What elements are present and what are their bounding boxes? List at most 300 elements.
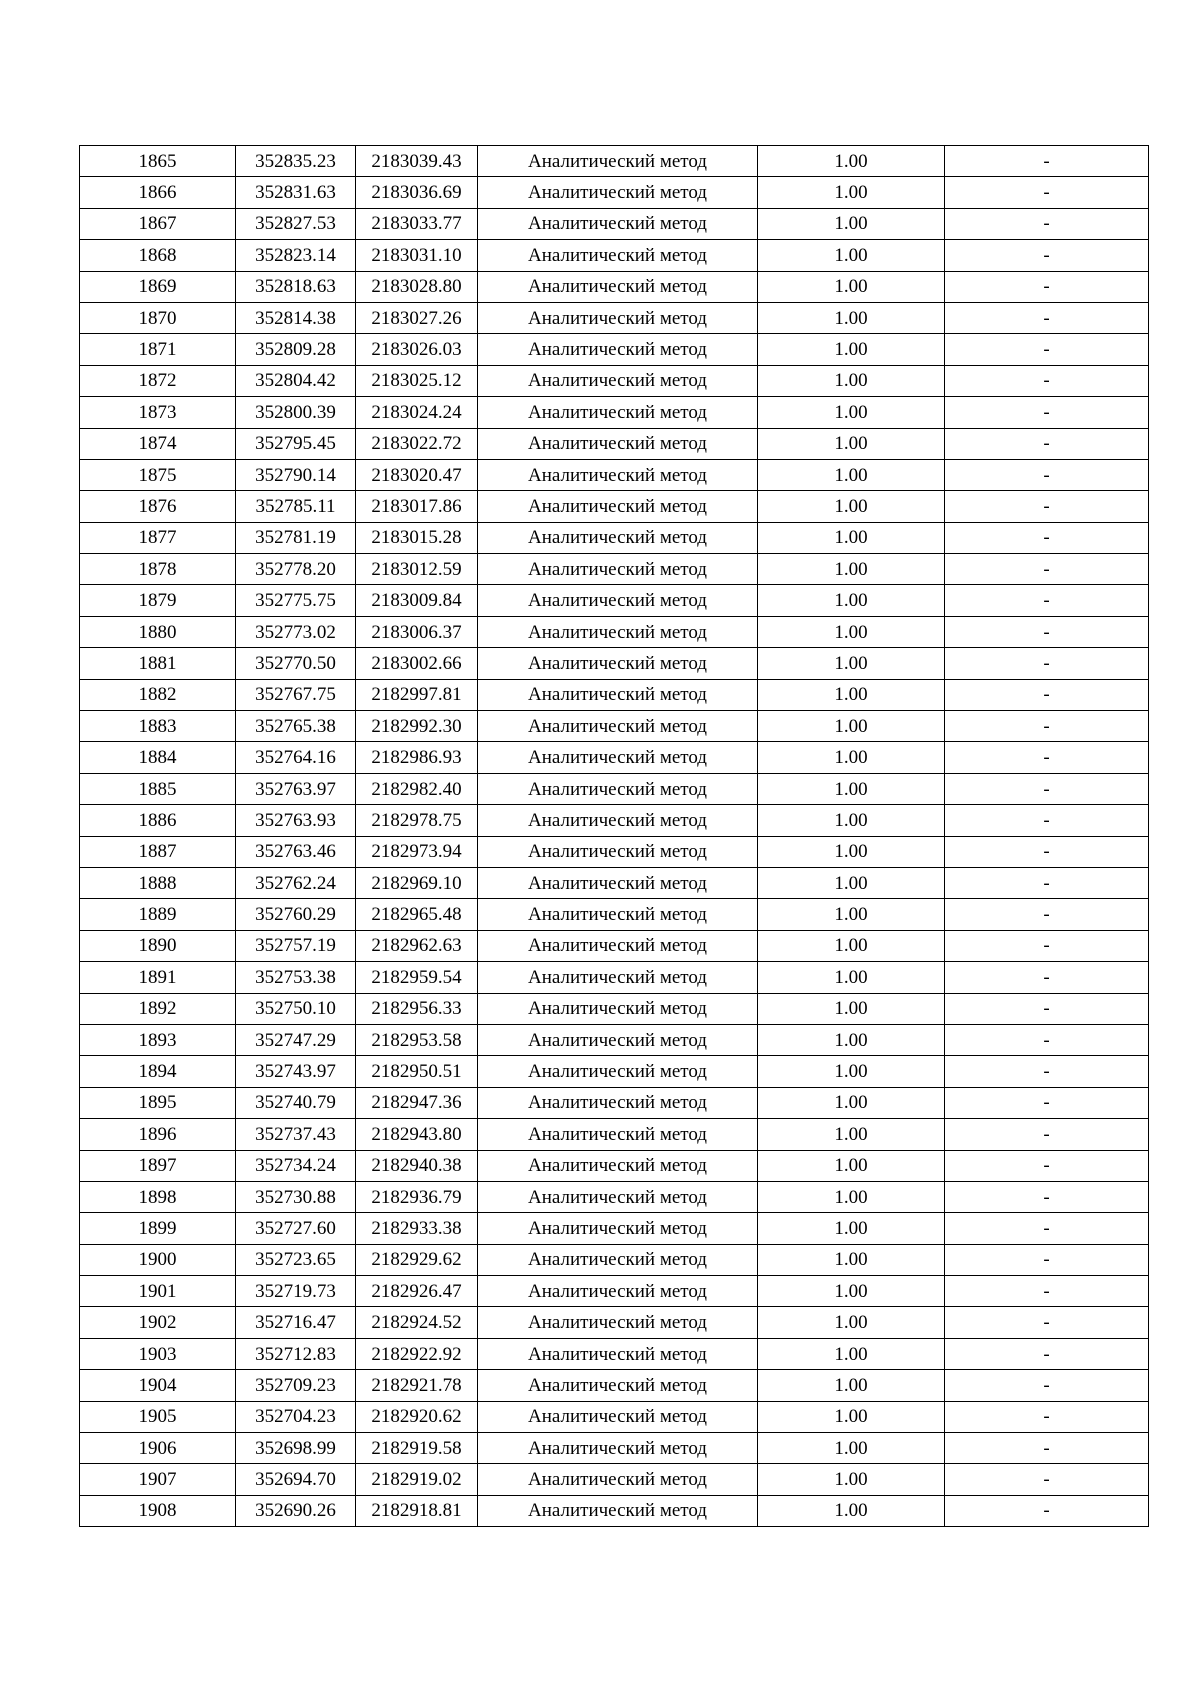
method-cell: Аналитический метод xyxy=(478,428,758,459)
table-row xyxy=(80,397,1149,428)
x-coordinate-cell: 352790.14 xyxy=(236,459,356,490)
table-row xyxy=(80,240,1149,271)
method-cell: Аналитический метод xyxy=(478,397,758,428)
point-number-cell: 1866 xyxy=(80,177,236,208)
point-number-cell: 1876 xyxy=(80,491,236,522)
accuracy-cell: 1.00 xyxy=(758,805,945,836)
coordinates-table xyxy=(79,145,1149,1527)
accuracy-cell: 1.00 xyxy=(758,930,945,961)
description-cell: - xyxy=(945,271,1149,302)
table-row xyxy=(80,1056,1149,1087)
x-coordinate-cell: 352804.42 xyxy=(236,365,356,396)
method-cell: Аналитический метод xyxy=(478,899,758,930)
description-cell: - xyxy=(945,585,1149,616)
accuracy-cell: 1.00 xyxy=(758,1401,945,1432)
point-number-cell: 1881 xyxy=(80,648,236,679)
table-row xyxy=(80,334,1149,365)
description-cell: - xyxy=(945,1401,1149,1432)
x-coordinate-cell: 352823.14 xyxy=(236,240,356,271)
description-cell: - xyxy=(945,365,1149,396)
description-cell: - xyxy=(945,1087,1149,1118)
x-coordinate-cell: 352716.47 xyxy=(236,1307,356,1338)
x-coordinate-cell: 352698.99 xyxy=(236,1433,356,1464)
table-row xyxy=(80,679,1149,710)
table-row xyxy=(80,1276,1149,1307)
point-number-cell: 1884 xyxy=(80,742,236,773)
x-coordinate-cell: 352763.97 xyxy=(236,773,356,804)
point-number-cell: 1874 xyxy=(80,428,236,459)
description-cell: - xyxy=(945,428,1149,459)
point-number-cell: 1900 xyxy=(80,1244,236,1275)
point-number-cell: 1887 xyxy=(80,836,236,867)
point-number-cell: 1893 xyxy=(80,1024,236,1055)
x-coordinate-cell: 352750.10 xyxy=(236,993,356,1024)
point-number-cell: 1906 xyxy=(80,1433,236,1464)
table-row xyxy=(80,428,1149,459)
accuracy-cell: 1.00 xyxy=(758,491,945,522)
point-number-cell: 1878 xyxy=(80,554,236,585)
accuracy-cell: 1.00 xyxy=(758,240,945,271)
x-coordinate-cell: 352763.93 xyxy=(236,805,356,836)
x-coordinate-cell: 352818.63 xyxy=(236,271,356,302)
table-row xyxy=(80,1024,1149,1055)
method-cell: Аналитический метод xyxy=(478,867,758,898)
accuracy-cell: 1.00 xyxy=(758,1119,945,1150)
table-row xyxy=(80,993,1149,1024)
table-row xyxy=(80,899,1149,930)
y-coordinate-cell: 2183024.24 xyxy=(356,397,478,428)
x-coordinate-cell: 352809.28 xyxy=(236,334,356,365)
x-coordinate-cell: 352767.75 xyxy=(236,679,356,710)
y-coordinate-cell: 2182921.78 xyxy=(356,1370,478,1401)
accuracy-cell: 1.00 xyxy=(758,302,945,333)
point-number-cell: 1895 xyxy=(80,1087,236,1118)
accuracy-cell: 1.00 xyxy=(758,836,945,867)
accuracy-cell: 1.00 xyxy=(758,1181,945,1212)
method-cell: Аналитический метод xyxy=(478,1401,758,1432)
accuracy-cell: 1.00 xyxy=(758,711,945,742)
description-cell: - xyxy=(945,302,1149,333)
y-coordinate-cell: 2183006.37 xyxy=(356,616,478,647)
x-coordinate-cell: 352747.29 xyxy=(236,1024,356,1055)
point-number-cell: 1889 xyxy=(80,899,236,930)
point-number-cell: 1865 xyxy=(80,146,236,177)
description-cell: - xyxy=(945,1244,1149,1275)
accuracy-cell: 1.00 xyxy=(758,1213,945,1244)
x-coordinate-cell: 352757.19 xyxy=(236,930,356,961)
y-coordinate-cell: 2182922.92 xyxy=(356,1338,478,1369)
method-cell: Аналитический метод xyxy=(478,962,758,993)
point-number-cell: 1885 xyxy=(80,773,236,804)
description-cell: - xyxy=(945,616,1149,647)
description-cell: - xyxy=(945,1370,1149,1401)
description-cell: - xyxy=(945,1276,1149,1307)
point-number-cell: 1873 xyxy=(80,397,236,428)
point-number-cell: 1886 xyxy=(80,805,236,836)
point-number-cell: 1894 xyxy=(80,1056,236,1087)
x-coordinate-cell: 352773.02 xyxy=(236,616,356,647)
description-cell: - xyxy=(945,1495,1149,1526)
accuracy-cell: 1.00 xyxy=(758,271,945,302)
accuracy-cell: 1.00 xyxy=(758,1464,945,1495)
description-cell: - xyxy=(945,397,1149,428)
table-row xyxy=(80,962,1149,993)
method-cell: Аналитический метод xyxy=(478,993,758,1024)
x-coordinate-cell: 352765.38 xyxy=(236,711,356,742)
point-number-cell: 1899 xyxy=(80,1213,236,1244)
x-coordinate-cell: 352763.46 xyxy=(236,836,356,867)
method-cell: Аналитический метод xyxy=(478,1181,758,1212)
y-coordinate-cell: 2182936.79 xyxy=(356,1181,478,1212)
description-cell: - xyxy=(945,962,1149,993)
table-row xyxy=(80,867,1149,898)
method-cell: Аналитический метод xyxy=(478,1056,758,1087)
point-number-cell: 1898 xyxy=(80,1181,236,1212)
description-cell: - xyxy=(945,742,1149,773)
method-cell: Аналитический метод xyxy=(478,146,758,177)
y-coordinate-cell: 2183012.59 xyxy=(356,554,478,585)
table-row xyxy=(80,522,1149,553)
accuracy-cell: 1.00 xyxy=(758,1244,945,1275)
point-number-cell: 1880 xyxy=(80,616,236,647)
table-row xyxy=(80,177,1149,208)
method-cell: Аналитический метод xyxy=(478,805,758,836)
method-cell: Аналитический метод xyxy=(478,585,758,616)
x-coordinate-cell: 352800.39 xyxy=(236,397,356,428)
accuracy-cell: 1.00 xyxy=(758,1370,945,1401)
y-coordinate-cell: 2182956.33 xyxy=(356,993,478,1024)
table-row xyxy=(80,773,1149,804)
x-coordinate-cell: 352719.73 xyxy=(236,1276,356,1307)
table-row xyxy=(80,208,1149,239)
point-number-cell: 1896 xyxy=(80,1119,236,1150)
point-number-cell: 1902 xyxy=(80,1307,236,1338)
x-coordinate-cell: 352770.50 xyxy=(236,648,356,679)
method-cell: Аналитический метод xyxy=(478,522,758,553)
y-coordinate-cell: 2182950.51 xyxy=(356,1056,478,1087)
description-cell: - xyxy=(945,1307,1149,1338)
y-coordinate-cell: 2182920.62 xyxy=(356,1401,478,1432)
accuracy-cell: 1.00 xyxy=(758,867,945,898)
description-cell: - xyxy=(945,1338,1149,1369)
point-number-cell: 1867 xyxy=(80,208,236,239)
method-cell: Аналитический метод xyxy=(478,208,758,239)
accuracy-cell: 1.00 xyxy=(758,334,945,365)
x-coordinate-cell: 352814.38 xyxy=(236,302,356,333)
table-row xyxy=(80,554,1149,585)
x-coordinate-cell: 352827.53 xyxy=(236,208,356,239)
table-row xyxy=(80,365,1149,396)
description-cell: - xyxy=(945,177,1149,208)
point-number-cell: 1883 xyxy=(80,711,236,742)
accuracy-cell: 1.00 xyxy=(758,773,945,804)
method-cell: Аналитический метод xyxy=(478,930,758,961)
y-coordinate-cell: 2182965.48 xyxy=(356,899,478,930)
method-cell: Аналитический метод xyxy=(478,711,758,742)
method-cell: Аналитический метод xyxy=(478,1119,758,1150)
table-row xyxy=(80,742,1149,773)
description-cell: - xyxy=(945,146,1149,177)
accuracy-cell: 1.00 xyxy=(758,208,945,239)
y-coordinate-cell: 2183027.26 xyxy=(356,302,478,333)
y-coordinate-cell: 2183022.72 xyxy=(356,428,478,459)
x-coordinate-cell: 352781.19 xyxy=(236,522,356,553)
table-row xyxy=(80,1370,1149,1401)
method-cell: Аналитический метод xyxy=(478,1150,758,1181)
description-cell: - xyxy=(945,836,1149,867)
accuracy-cell: 1.00 xyxy=(758,1338,945,1369)
description-cell: - xyxy=(945,1150,1149,1181)
y-coordinate-cell: 2183015.28 xyxy=(356,522,478,553)
y-coordinate-cell: 2183017.86 xyxy=(356,491,478,522)
point-number-cell: 1907 xyxy=(80,1464,236,1495)
x-coordinate-cell: 352723.65 xyxy=(236,1244,356,1275)
point-number-cell: 1879 xyxy=(80,585,236,616)
table-row xyxy=(80,585,1149,616)
description-cell: - xyxy=(945,1024,1149,1055)
table-row xyxy=(80,1181,1149,1212)
y-coordinate-cell: 2182924.52 xyxy=(356,1307,478,1338)
y-coordinate-cell: 2182997.81 xyxy=(356,679,478,710)
y-coordinate-cell: 2182947.36 xyxy=(356,1087,478,1118)
point-number-cell: 1908 xyxy=(80,1495,236,1526)
method-cell: Аналитический метод xyxy=(478,616,758,647)
y-coordinate-cell: 2183002.66 xyxy=(356,648,478,679)
y-coordinate-cell: 2183009.84 xyxy=(356,585,478,616)
x-coordinate-cell: 352694.70 xyxy=(236,1464,356,1495)
y-coordinate-cell: 2182918.81 xyxy=(356,1495,478,1526)
description-cell: - xyxy=(945,1119,1149,1150)
description-cell: - xyxy=(945,805,1149,836)
accuracy-cell: 1.00 xyxy=(758,962,945,993)
accuracy-cell: 1.00 xyxy=(758,616,945,647)
point-number-cell: 1875 xyxy=(80,459,236,490)
point-number-cell: 1868 xyxy=(80,240,236,271)
point-number-cell: 1870 xyxy=(80,302,236,333)
y-coordinate-cell: 2182992.30 xyxy=(356,711,478,742)
method-cell: Аналитический метод xyxy=(478,1213,758,1244)
point-number-cell: 1869 xyxy=(80,271,236,302)
x-coordinate-cell: 352690.26 xyxy=(236,1495,356,1526)
accuracy-cell: 1.00 xyxy=(758,899,945,930)
description-cell: - xyxy=(945,1181,1149,1212)
table-row xyxy=(80,1213,1149,1244)
y-coordinate-cell: 2182919.02 xyxy=(356,1464,478,1495)
description-cell: - xyxy=(945,1213,1149,1244)
point-number-cell: 1905 xyxy=(80,1401,236,1432)
x-coordinate-cell: 352775.75 xyxy=(236,585,356,616)
description-cell: - xyxy=(945,459,1149,490)
method-cell: Аналитический метод xyxy=(478,648,758,679)
y-coordinate-cell: 2182919.58 xyxy=(356,1433,478,1464)
accuracy-cell: 1.00 xyxy=(758,397,945,428)
table-row xyxy=(80,711,1149,742)
method-cell: Аналитический метод xyxy=(478,679,758,710)
point-number-cell: 1888 xyxy=(80,867,236,898)
x-coordinate-cell: 352704.23 xyxy=(236,1401,356,1432)
table-row xyxy=(80,1338,1149,1369)
x-coordinate-cell: 352785.11 xyxy=(236,491,356,522)
y-coordinate-cell: 2182973.94 xyxy=(356,836,478,867)
x-coordinate-cell: 352831.63 xyxy=(236,177,356,208)
method-cell: Аналитический метод xyxy=(478,1024,758,1055)
point-number-cell: 1872 xyxy=(80,365,236,396)
method-cell: Аналитический метод xyxy=(478,1433,758,1464)
method-cell: Аналитический метод xyxy=(478,271,758,302)
accuracy-cell: 1.00 xyxy=(758,177,945,208)
method-cell: Аналитический метод xyxy=(478,1307,758,1338)
y-coordinate-cell: 2183020.47 xyxy=(356,459,478,490)
description-cell: - xyxy=(945,1433,1149,1464)
method-cell: Аналитический метод xyxy=(478,1087,758,1118)
x-coordinate-cell: 352709.23 xyxy=(236,1370,356,1401)
table-row xyxy=(80,1150,1149,1181)
y-coordinate-cell: 2182953.58 xyxy=(356,1024,478,1055)
y-coordinate-cell: 2182978.75 xyxy=(356,805,478,836)
x-coordinate-cell: 352835.23 xyxy=(236,146,356,177)
accuracy-cell: 1.00 xyxy=(758,1276,945,1307)
x-coordinate-cell: 352737.43 xyxy=(236,1119,356,1150)
accuracy-cell: 1.00 xyxy=(758,679,945,710)
accuracy-cell: 1.00 xyxy=(758,1150,945,1181)
y-coordinate-cell: 2182969.10 xyxy=(356,867,478,898)
description-cell: - xyxy=(945,240,1149,271)
y-coordinate-cell: 2182959.54 xyxy=(356,962,478,993)
point-number-cell: 1897 xyxy=(80,1150,236,1181)
accuracy-cell: 1.00 xyxy=(758,554,945,585)
method-cell: Аналитический метод xyxy=(478,742,758,773)
y-coordinate-cell: 2182929.62 xyxy=(356,1244,478,1275)
y-coordinate-cell: 2183028.80 xyxy=(356,271,478,302)
method-cell: Аналитический метод xyxy=(478,240,758,271)
point-number-cell: 1891 xyxy=(80,962,236,993)
accuracy-cell: 1.00 xyxy=(758,648,945,679)
method-cell: Аналитический метод xyxy=(478,1276,758,1307)
table-row xyxy=(80,1401,1149,1432)
accuracy-cell: 1.00 xyxy=(758,1056,945,1087)
table-row xyxy=(80,1119,1149,1150)
description-cell: - xyxy=(945,899,1149,930)
accuracy-cell: 1.00 xyxy=(758,522,945,553)
description-cell: - xyxy=(945,491,1149,522)
y-coordinate-cell: 2182926.47 xyxy=(356,1276,478,1307)
description-cell: - xyxy=(945,1056,1149,1087)
method-cell: Аналитический метод xyxy=(478,836,758,867)
y-coordinate-cell: 2183036.69 xyxy=(356,177,478,208)
y-coordinate-cell: 2182933.38 xyxy=(356,1213,478,1244)
x-coordinate-cell: 352795.45 xyxy=(236,428,356,459)
y-coordinate-cell: 2182962.63 xyxy=(356,930,478,961)
description-cell: - xyxy=(945,993,1149,1024)
x-coordinate-cell: 352762.24 xyxy=(236,867,356,898)
accuracy-cell: 1.00 xyxy=(758,742,945,773)
method-cell: Аналитический метод xyxy=(478,177,758,208)
table-row xyxy=(80,491,1149,522)
x-coordinate-cell: 352764.16 xyxy=(236,742,356,773)
accuracy-cell: 1.00 xyxy=(758,585,945,616)
description-cell: - xyxy=(945,1464,1149,1495)
table-row xyxy=(80,1307,1149,1338)
coordinates-table-body xyxy=(80,146,1149,1527)
point-number-cell: 1904 xyxy=(80,1370,236,1401)
description-cell: - xyxy=(945,930,1149,961)
table-row xyxy=(80,930,1149,961)
method-cell: Аналитический метод xyxy=(478,773,758,804)
table-row xyxy=(80,459,1149,490)
method-cell: Аналитический метод xyxy=(478,1370,758,1401)
point-number-cell: 1882 xyxy=(80,679,236,710)
method-cell: Аналитический метод xyxy=(478,1495,758,1526)
accuracy-cell: 1.00 xyxy=(758,1433,945,1464)
accuracy-cell: 1.00 xyxy=(758,459,945,490)
method-cell: Аналитический метод xyxy=(478,1464,758,1495)
y-coordinate-cell: 2183031.10 xyxy=(356,240,478,271)
table-row xyxy=(80,836,1149,867)
method-cell: Аналитический метод xyxy=(478,1244,758,1275)
accuracy-cell: 1.00 xyxy=(758,1087,945,1118)
method-cell: Аналитический метод xyxy=(478,491,758,522)
table-row xyxy=(80,648,1149,679)
y-coordinate-cell: 2182940.38 xyxy=(356,1150,478,1181)
method-cell: Аналитический метод xyxy=(478,1338,758,1369)
point-number-cell: 1871 xyxy=(80,334,236,365)
description-cell: - xyxy=(945,522,1149,553)
y-coordinate-cell: 2183039.43 xyxy=(356,146,478,177)
table-row xyxy=(80,1244,1149,1275)
accuracy-cell: 1.00 xyxy=(758,146,945,177)
table-row xyxy=(80,616,1149,647)
x-coordinate-cell: 352730.88 xyxy=(236,1181,356,1212)
table-row xyxy=(80,302,1149,333)
y-coordinate-cell: 2183033.77 xyxy=(356,208,478,239)
accuracy-cell: 1.00 xyxy=(758,1307,945,1338)
point-number-cell: 1890 xyxy=(80,930,236,961)
point-number-cell: 1901 xyxy=(80,1276,236,1307)
y-coordinate-cell: 2182982.40 xyxy=(356,773,478,804)
method-cell: Аналитический метод xyxy=(478,459,758,490)
accuracy-cell: 1.00 xyxy=(758,1024,945,1055)
description-cell: - xyxy=(945,773,1149,804)
description-cell: - xyxy=(945,208,1149,239)
x-coordinate-cell: 352740.79 xyxy=(236,1087,356,1118)
accuracy-cell: 1.00 xyxy=(758,993,945,1024)
y-coordinate-cell: 2182943.80 xyxy=(356,1119,478,1150)
x-coordinate-cell: 352760.29 xyxy=(236,899,356,930)
x-coordinate-cell: 352734.24 xyxy=(236,1150,356,1181)
x-coordinate-cell: 352712.83 xyxy=(236,1338,356,1369)
point-number-cell: 1903 xyxy=(80,1338,236,1369)
description-cell: - xyxy=(945,334,1149,365)
y-coordinate-cell: 2182986.93 xyxy=(356,742,478,773)
point-number-cell: 1877 xyxy=(80,522,236,553)
table-row xyxy=(80,1087,1149,1118)
method-cell: Аналитический метод xyxy=(478,302,758,333)
table-row xyxy=(80,1495,1149,1526)
x-coordinate-cell: 352753.38 xyxy=(236,962,356,993)
y-coordinate-cell: 2183025.12 xyxy=(356,365,478,396)
x-coordinate-cell: 352727.60 xyxy=(236,1213,356,1244)
accuracy-cell: 1.00 xyxy=(758,1495,945,1526)
point-number-cell: 1892 xyxy=(80,993,236,1024)
description-cell: - xyxy=(945,711,1149,742)
x-coordinate-cell: 352778.20 xyxy=(236,554,356,585)
table-row xyxy=(80,146,1149,177)
method-cell: Аналитический метод xyxy=(478,365,758,396)
method-cell: Аналитический метод xyxy=(478,334,758,365)
accuracy-cell: 1.00 xyxy=(758,365,945,396)
accuracy-cell: 1.00 xyxy=(758,428,945,459)
table-row xyxy=(80,271,1149,302)
